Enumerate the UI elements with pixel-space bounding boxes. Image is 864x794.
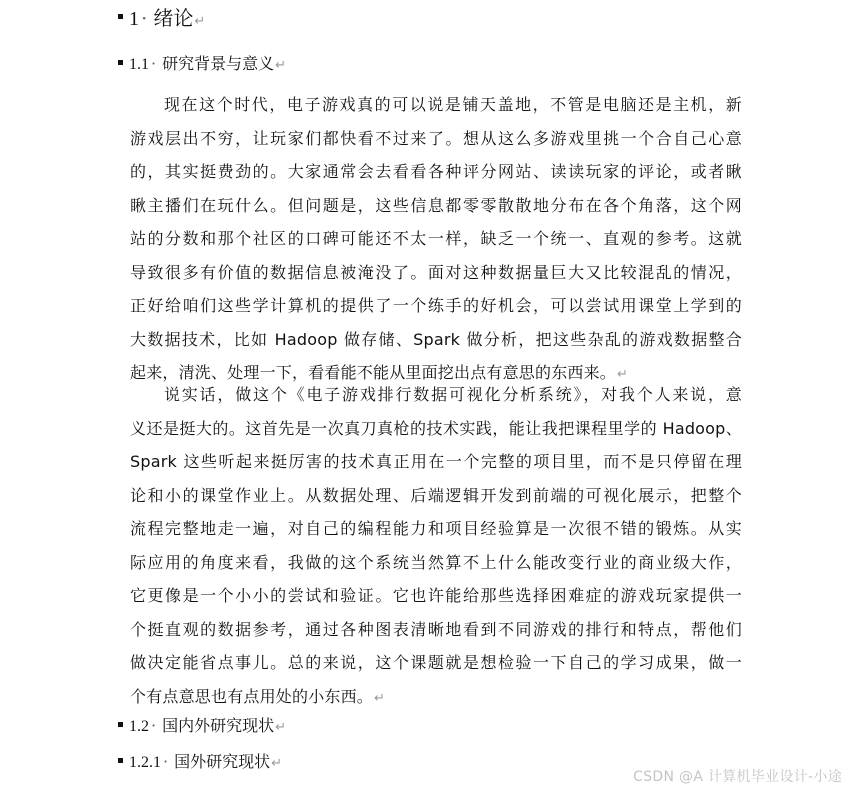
tab-marker: · [141,6,148,30]
list-bullet-icon [118,60,123,65]
heading-title: 国外研究现状 [174,752,271,771]
text-line: 做决定能省点事儿。总的来说，这个课题就是想检验一下自己的学习成果，做一 [130,653,742,672]
paragraph-mark-icon: ↵ [275,720,287,735]
paragraph-mark-icon: ↵ [275,58,287,73]
text-line: 际应用的角度来看，我做的这个系统当然算不上什么能改变行业的商业级大作， [130,552,742,572]
tab-marker: · [151,716,157,735]
text-line: 义还是挺大的。这首先是一次真刀真枪的技术实践，能让我把课程里学的 Hadoop、 [130,418,742,438]
list-bullet-icon [118,758,123,763]
text-line: 瞅主播们在玩什么。但问题是，这些信息都零零散散地分布在各个角落，这个网 [130,195,742,215]
text-line: 游戏层出不穷，让玩家们都快看不过来了。想从这么多游戏里挑一个合自己心意 [130,128,742,148]
heading-chapter-1[interactable] [118,2,205,31]
heading-number: 1.2 [129,718,149,735]
text-line: 个挺直观的数据参考，通过各种图表清晰地看到不同游戏的排行和特点，帮他们 [130,619,742,639]
text-line: 正好给咱们这些学计算机的提供了一个练手的好机会，可以尝试用课堂上学到的 [130,296,742,315]
heading-title: 绪论 [153,6,194,30]
text-line: 的，其实挺费劲的。大家通常会去看看各种评分网站、读读玩家的评论，或者瞅 [130,162,742,181]
paragraph-mark-icon: ↵ [374,690,386,706]
text-line: 说实话，做这个《电子游戏排行数据可视化分析系统》，对我个人来说，意 [164,385,742,404]
text-line: 论和小的课堂作业上。从数据处理、后端逻辑开发到前端的可视化展示，把整个 [130,485,742,505]
text-line: Spark 这些听起来挺厉害的技术真正用在一个完整的项目里，而不是只停留在理 [130,452,742,471]
heading-section-1-1[interactable] [118,51,286,74]
body-paragraph-2[interactable] [130,378,742,713]
text-line: 流程完整地走一遍，对自己的编程能力和项目经验算是一次很不错的锻炼。从实 [130,519,742,538]
heading-number: 1.2.1 [129,754,161,771]
text-line: 现在这个时代，电子游戏真的可以说是铺天盖地，不管是电脑还是主机，新 [164,95,742,114]
text-line: 站的分数和那个社区的口碑可能还不太一样，缺乏一个统一、直观的参考。这就 [130,229,742,248]
heading-section-1-2[interactable] [118,713,286,736]
text-line-last [130,680,742,714]
heading-number: 1 [129,8,139,30]
list-bullet-icon [118,14,123,19]
heading-number: 1.1 [129,56,149,73]
text-line: 它更像是一个小小的尝试和验证。它也许能给那些选择困难症的游戏玩家提供一 [130,586,742,605]
heading-section-1-2-1[interactable] [118,749,282,772]
tab-marker: · [163,752,169,771]
text-line: 大数据技术，比如 Hadoop 做存储、Spark 做分析，把这些杂乱的游戏数据整合 [130,329,742,349]
paragraph-mark-icon: ↵ [617,367,629,382]
text-line: 导致很多有价值的数据信息被淹没了。面对这种数据量巨大又比较混乱的情况， [130,262,742,282]
heading-title: 国内外研究现状 [162,716,275,735]
paragraph-mark-icon: ↵ [194,14,206,29]
body-paragraph-1[interactable] [130,88,742,390]
heading-title: 研究背景与意义 [162,54,275,73]
paragraph-mark-icon: ↵ [271,756,283,771]
csdn-watermark: CSDN @A 计算机毕业设计-小途 [633,769,842,785]
text-line-content: 个有点意思也有点用处的小东西。 [130,686,374,706]
tab-marker: · [151,54,157,73]
text-line-content: 起来，清洗、处理一下，看看能不能从里面挖出点有意思的东西来。 [130,363,617,382]
list-bullet-icon [118,722,123,727]
